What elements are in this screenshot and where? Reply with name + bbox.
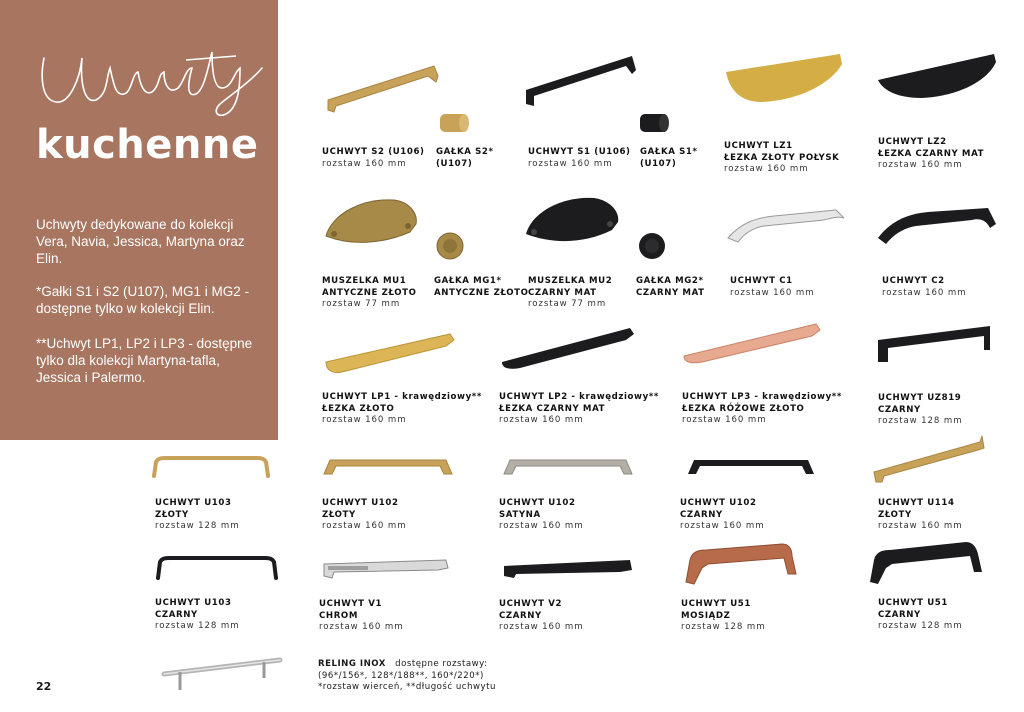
caption-gs2: [436, 147, 494, 170]
handle-s1-image: [522, 50, 640, 110]
product-finish: SATYNA: [499, 509, 541, 520]
handle-mu2-image: [522, 192, 622, 248]
product-name: UCHWYT U51: [681, 599, 751, 609]
product-spacing: rozstaw 160 mm: [882, 287, 967, 298]
product-finish: MOSIĄDZ: [681, 610, 731, 621]
caption-c2: [882, 276, 966, 299]
caption-s2: [322, 147, 425, 170]
handle-mu1-image: [322, 192, 422, 248]
product-name: GAŁKA MG2*: [636, 276, 704, 286]
product-name: UCHWYT C2: [882, 276, 945, 286]
product-spacing: rozstaw 160 mm: [878, 521, 963, 531]
product-spacing: rozstaw 160 mm: [730, 287, 815, 298]
script-title-uchwyty: [36, 38, 266, 118]
product-name: UCHWYT U103: [155, 498, 232, 508]
product-spacing: rozstaw 128 mm: [878, 621, 963, 631]
product-name: UCHWYT U102: [680, 498, 757, 508]
product-name: GAŁKA MG1*: [434, 276, 502, 286]
caption-lp1: [322, 392, 482, 427]
handle-lp1-image: [322, 328, 458, 378]
product-name: UCHWYT C1: [730, 276, 793, 286]
knob-mg1-image: [434, 230, 470, 262]
caption-mu2: [528, 276, 612, 311]
handle-lp2-image: [500, 322, 636, 372]
product-finish: ŁEZKA RÓŻOWE ZŁOTO: [682, 403, 805, 414]
product-spacing: rozstaw 160 mm: [499, 622, 584, 632]
reling-spacings-values: (96*/156*, 128*/188**, 160*/220*): [318, 670, 484, 681]
product-finish: CZARNY MAT: [636, 287, 705, 298]
product-spacing: rozstaw 160 mm: [322, 521, 407, 531]
product-spacing: rozstaw 128 mm: [155, 521, 240, 531]
product-spacing: rozstaw 128 mm: [155, 621, 240, 631]
product-name: RELING INOX: [318, 659, 386, 669]
product-spacing: rozstaw 128 mm: [878, 416, 963, 426]
product-spacing: rozstaw 128 mm: [681, 622, 766, 632]
product-finish: (U107): [436, 158, 473, 169]
product-finish: CZARNY MAT: [528, 287, 597, 298]
caption-lz2: [878, 137, 984, 172]
handle-u51-brass-image: [682, 538, 802, 588]
product-spacing: rozstaw 160 mm: [680, 521, 765, 531]
caption-v1: [319, 599, 403, 634]
handle-lz1-image: [722, 52, 846, 106]
product-finish: ZŁOTY: [155, 509, 189, 520]
caption-mg2: [636, 276, 705, 299]
product-finish: ŁEZKA CZARNY MAT: [499, 403, 606, 414]
reling-spacings-label: dostępne rozstawy:: [395, 659, 488, 669]
product-name: UCHWYT U51: [878, 598, 948, 608]
handle-lp3-image: [682, 318, 822, 368]
product-name: UCHWYT UZ819: [878, 393, 962, 403]
caption-mu1: [322, 276, 417, 311]
product-spacing: rozstaw 160 mm: [322, 415, 407, 425]
product-spacing: rozstaw 77 mm: [322, 299, 401, 309]
intro-paragraph-2: *Gałki S1 i S2 (U107), MG1 i MG2 - dostępne tylko w kolekcji Elin.: [36, 284, 250, 316]
handle-u114-image: [870, 432, 988, 486]
product-finish: ANTYCZNE ZŁOTO: [322, 287, 417, 298]
reling-footnote: *rozstaw wierceń, **długość uchwytu: [318, 682, 496, 692]
handle-c2-image: [876, 204, 1000, 248]
caption-lp3: [682, 392, 842, 427]
handle-v2-image: [500, 556, 636, 580]
product-name: GAŁKA S1*: [640, 147, 698, 157]
product-name: UCHWYT U102: [322, 498, 399, 508]
handle-s2-image: [322, 56, 444, 116]
caption-u51-black: [878, 598, 962, 633]
handle-u102-gold-image: [320, 454, 456, 480]
handle-reling-inox-image: [160, 654, 286, 694]
caption-mg1: [434, 276, 529, 299]
page-number: 22: [36, 680, 52, 693]
handle-u102-satin-image: [500, 454, 636, 480]
knob-s1-image: [636, 110, 674, 136]
product-name: UCHWYT LZ2: [878, 137, 947, 147]
product-spacing: rozstaw 160 mm: [319, 622, 404, 632]
product-name: UCHWYT U103: [155, 598, 232, 608]
product-finish: CHROM: [319, 610, 358, 621]
product-spacing: rozstaw 160 mm: [528, 158, 613, 169]
caption-reling-inox: [318, 659, 496, 694]
product-spacing: rozstaw 160 mm: [878, 160, 963, 170]
caption-lp2: [499, 392, 659, 427]
handle-u103-black-image: [152, 552, 282, 584]
caption-gs1: [640, 147, 698, 170]
product-spacing: rozstaw 160 mm: [724, 164, 809, 174]
caption-uz819: [878, 393, 962, 428]
caption-u102-satin: [499, 498, 583, 533]
product-name: UCHWYT LP2 - krawędziowy**: [499, 392, 659, 402]
product-spacing: rozstaw 160 mm: [322, 158, 407, 169]
product-finish: CZARNY: [680, 509, 723, 520]
product-finish: CZARNY: [878, 404, 921, 415]
caption-u102-gold: [322, 498, 406, 533]
handle-uz819-image: [876, 320, 994, 364]
product-finish: ŁEZKA CZARNY MAT: [878, 148, 985, 159]
product-finish: CZARNY: [155, 609, 198, 620]
page-title: kuchenne: [36, 122, 259, 168]
product-name: UCHWYT LP3 - krawędziowy**: [682, 392, 842, 402]
product-finish: ANTYCZNE ZŁOTO: [434, 287, 529, 298]
product-finish: ZŁOTY: [322, 509, 356, 520]
product-name: UCHWYT S1 (U106): [528, 147, 631, 157]
product-spacing: rozstaw 160 mm: [499, 415, 584, 425]
caption-u114: [878, 498, 962, 533]
caption-lz1: [724, 141, 839, 176]
handle-u51-black-image: [866, 538, 986, 588]
caption-s1: [528, 147, 631, 170]
caption-u102-black: [680, 498, 764, 533]
product-spacing: rozstaw 77 mm: [528, 299, 607, 309]
intro-paragraph-3: **Uchwyt LP1, LP2 i LP3 - dostępne tylko dla kolekcji Martyna-tafla, Jessica i Palermo.: [36, 336, 253, 385]
product-name: UCHWYT LZ1: [724, 141, 793, 151]
product-name: MUSZELKA MU1: [322, 276, 407, 286]
product-finish: ŁEZKA ZŁOTY POŁYSK: [724, 152, 840, 163]
knob-mg2-image: [636, 230, 672, 262]
caption-u103-black: [155, 598, 239, 633]
intro-paragraph-1: Uchwyty dedykowane do kolekcji Vera, Navia, Jessica, Martyna oraz Elin.: [36, 217, 245, 266]
handle-lz2-image: [876, 52, 1000, 102]
product-name: GAŁKA S2*: [436, 147, 494, 157]
handle-u102-black-image: [684, 454, 818, 480]
handle-u103-gold-image: [148, 454, 274, 482]
product-finish: (U107): [640, 158, 677, 169]
product-finish: CZARNY: [499, 610, 542, 621]
caption-u51-brass: [681, 599, 765, 634]
handle-v1-image: [320, 554, 452, 582]
caption-v2: [499, 599, 583, 634]
product-name: UCHWYT V1: [319, 599, 383, 609]
product-finish: CZARNY: [878, 609, 921, 620]
caption-u103-gold: [155, 498, 239, 533]
product-spacing: rozstaw 160 mm: [499, 521, 584, 531]
product-name: UCHWYT U102: [499, 498, 576, 508]
product-finish: ŁEZKA ZŁOTO: [322, 403, 395, 414]
product-name: UCHWYT LP1 - krawędziowy**: [322, 392, 482, 402]
product-finish: ZŁOTY: [878, 509, 912, 520]
product-name: UCHWYT U114: [878, 498, 955, 508]
product-name: MUSZELKA MU2: [528, 276, 613, 286]
handle-c1-image: [724, 206, 848, 246]
caption-c1: [730, 276, 814, 299]
product-spacing: rozstaw 160 mm: [682, 415, 767, 425]
product-name: UCHWYT S2 (U106): [322, 147, 425, 157]
product-name: UCHWYT V2: [499, 599, 563, 609]
knob-s2-image: [436, 110, 474, 136]
